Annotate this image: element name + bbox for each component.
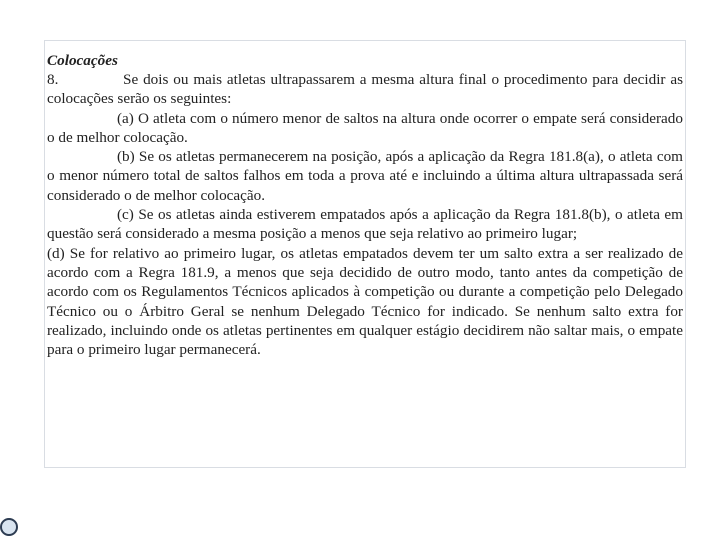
section-heading: Colocações — [47, 52, 118, 69]
item-text: Se dois ou mais atletas ultrapassarem a mesma altura final o procedimento para decidir as colocações serão os seguintes: — [47, 71, 683, 108]
item-number: 8. — [47, 71, 59, 88]
sub-item-d: (d) Se for relativo ao primeiro lugar, os atletas empatados devem ter um salto extra a ser realizado de acordo com a Regra 181.9, a menos que seja decidido de outro modo, tanto antes da competição de acordo com os Regulamentos Técnicos aplicados à competição ou durante a competição pelo Delegado Técnico ou o Árbitro Geral se nenhum Delegado Técnico for indicado. Se nenhum salto extra for realizado, incluindo onde os atletas pertinentes em qualquer estágio decidirem não saltar mais, o empate para o primeiro lugar permanecerá. — [47, 244, 683, 359]
document-body — [47, 52, 683, 359]
sub-item-c: (c) Se os atletas ainda estiverem empatados após a aplicação da Regra 181.8(b), o atleta em questão será considerado a mesma posição a menos que seja relativo ao primeiro lugar; — [47, 206, 683, 243]
sub-item-a: (a) O atleta com o número menor de saltos na altura onde ocorrer o empate será considerado o de melhor colocação. — [47, 109, 683, 146]
rule-item-8 — [47, 70, 683, 109]
sub-item-b: (b) Se os atletas permanecerem na posição, após a aplicação da Regra 181.8(a), o atleta com o menor número total de saltos falhos em toda a prova até e incluindo a última altura ultrapassada será considerado o de melhor colocação. — [47, 148, 683, 204]
circle-icon[interactable] — [0, 518, 18, 536]
